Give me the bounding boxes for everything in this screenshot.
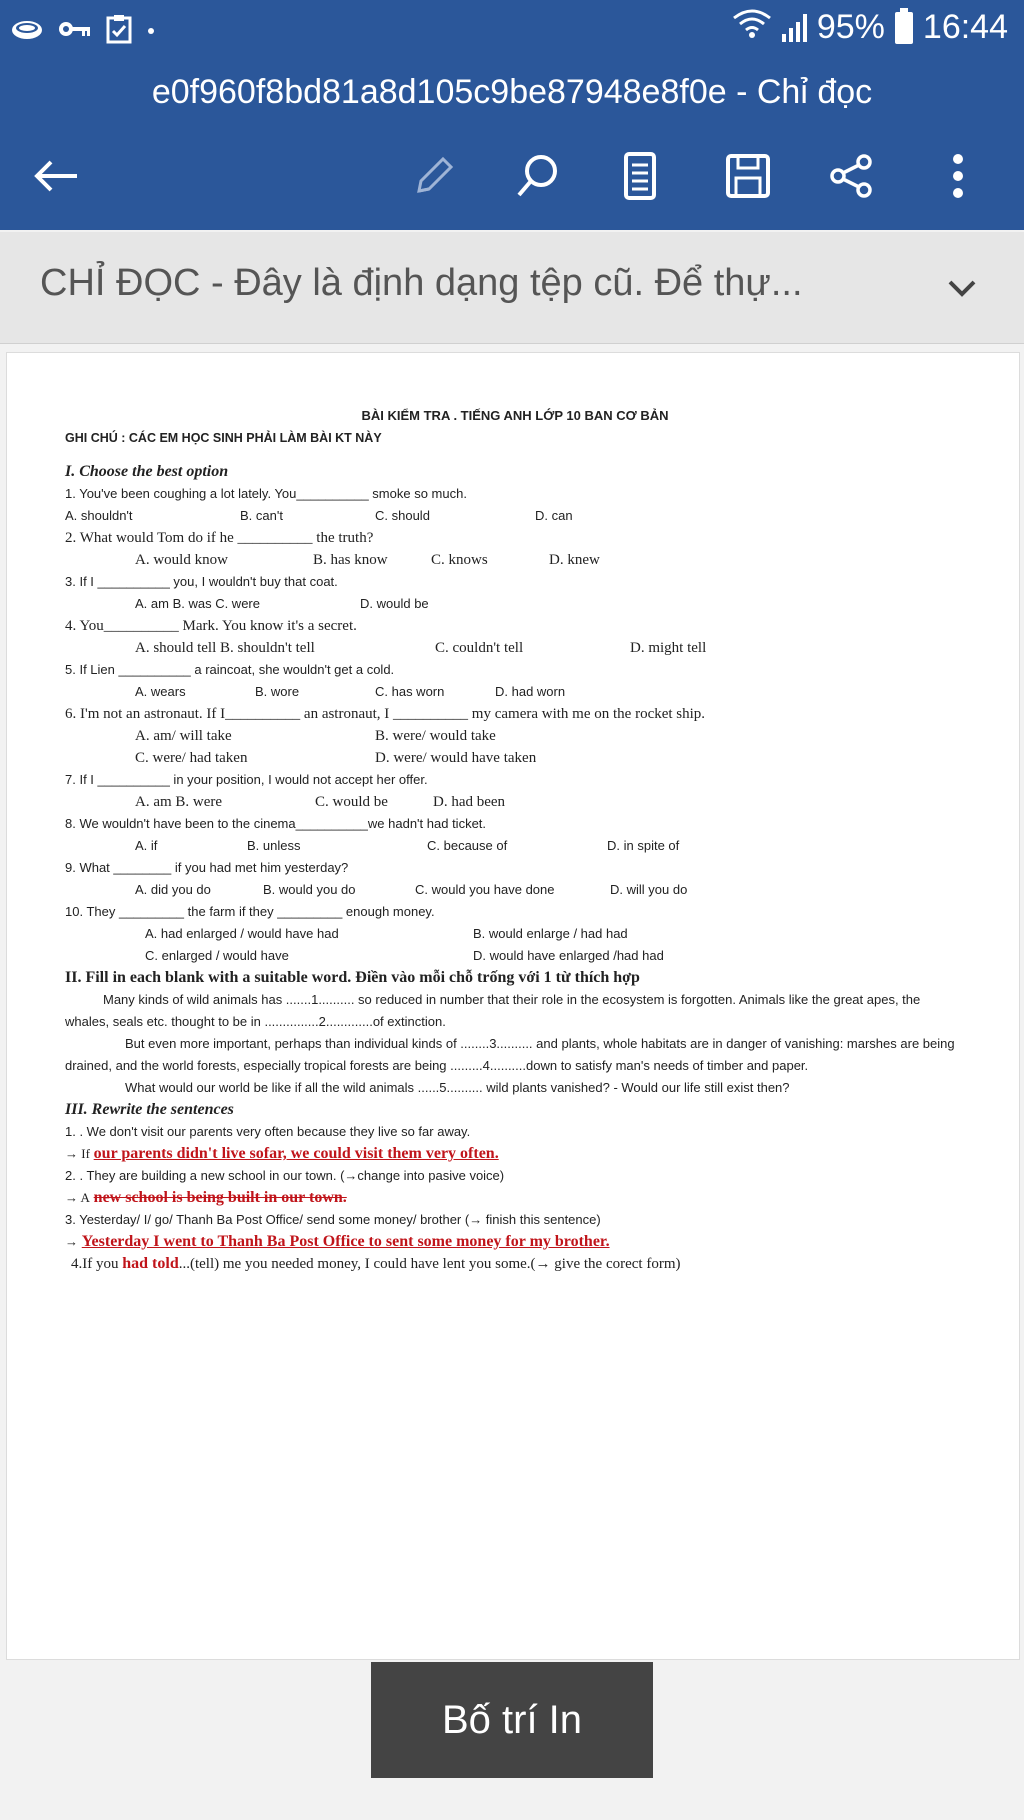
question-2: 2. What would Tom do if he __________ the truth? xyxy=(65,530,374,546)
battery-percent: 95% xyxy=(816,8,885,46)
back-button[interactable] xyxy=(20,140,92,212)
option: B. has know xyxy=(313,552,388,568)
toolbar xyxy=(0,122,1024,230)
rewrite-1: 1. . We don't visit our parents very often because they live so far away. xyxy=(65,1124,471,1139)
option: B. would you do xyxy=(263,882,356,897)
handwritten-answer: Yesterday I went to Thanh Ba Post Office to sent some money for my brother. xyxy=(81,1233,610,1250)
clock: 16:44 xyxy=(922,8,1008,46)
question-9-options xyxy=(65,879,965,901)
question-6-options-ab xyxy=(65,725,965,747)
document-title: e0f960f8bd81a8d105c9be87948e8f0e - Chỉ đọc xyxy=(0,62,1024,122)
question-3-options xyxy=(65,593,965,615)
option: C. couldn't tell xyxy=(435,640,524,656)
option: A. should tell B. shouldn't tell xyxy=(135,640,315,656)
back-arrow-icon xyxy=(31,156,81,196)
option: D. were/ would have taken xyxy=(375,750,537,766)
question-1-options xyxy=(65,505,965,527)
option: C. were/ had taken xyxy=(135,750,248,766)
rewrite-2: 2. . They are building a new school in our town. (→change into pasive voice) xyxy=(65,1168,505,1183)
option: B. wore xyxy=(255,684,300,699)
question-1: 1. You've been coughing a lot lately. You__________ smoke so much. xyxy=(65,486,467,501)
option: C. should xyxy=(375,508,430,523)
key-icon xyxy=(58,18,92,45)
option: B. unless xyxy=(247,838,301,853)
passage-paragraph-1: Many kinds of wild animals has .......1.......... so reduced in number that their role in the ecosystem is forgotten. Animals like the great apes, the whales, seals etc. thought to be in ...............2.............of extinction. xyxy=(65,992,921,1029)
option: C. would you have done xyxy=(415,882,555,897)
question-6: 6. I'm not an astronaut. If I__________ an astronaut, I __________ my camera with me on the rocket ship. xyxy=(65,706,706,722)
question-8: 8. We wouldn't have been to the cinema__________we hadn't had ticket. xyxy=(65,816,487,831)
option: D. had worn xyxy=(495,684,566,699)
option: C. would be xyxy=(315,794,388,810)
option: A. had enlarged / would have had xyxy=(145,926,339,941)
rewrite-1-answer: → If our parents didn't live sofar, we could visit them very often. xyxy=(65,1145,499,1162)
passage-paragraph-2: But even more important, perhaps than individual kinds of ........3.......... and plants, whole habitats are in danger of vanishing: marshes are being drained, and the world forests, especially tropical forests are being .........4..........down to satisfy man's needs of timber and paper. xyxy=(65,1036,955,1073)
option: C. has worn xyxy=(375,684,445,699)
handwritten-answer: our parents didn't live sofar, we could visit them very often. xyxy=(93,1145,499,1162)
rewrite-3-answer: → Yesterday I went to Thanh Ba Post Office to sent some money for my brother. xyxy=(65,1233,610,1250)
battery-icon xyxy=(895,12,913,44)
handwritten-answer: new school is being built in our town. xyxy=(93,1189,347,1206)
option: B. were/ would take xyxy=(375,728,496,744)
question-10-options-cd xyxy=(65,945,965,967)
option: A. if xyxy=(135,838,158,853)
option: A. did you do xyxy=(135,882,211,897)
wifi-icon xyxy=(732,8,772,47)
option: D. knew xyxy=(549,552,600,568)
option: A. wears xyxy=(135,684,186,699)
question-8-options xyxy=(65,835,965,857)
option: D. would be xyxy=(360,596,429,611)
question-4-options xyxy=(65,637,965,659)
share-button[interactable] xyxy=(816,140,888,212)
section-2-title: II. Fill in each blank with a suitable word. Điền vào mỗi chỗ trống với 1 từ thích hợp xyxy=(65,969,640,986)
option: A. would know xyxy=(135,552,228,568)
document-content xyxy=(65,405,965,1275)
more-vertical-icon xyxy=(950,153,966,199)
rewrite-2-answer: → A new school is being built in our town. xyxy=(65,1189,347,1206)
option: A. shouldn't xyxy=(65,508,133,523)
question-7-options xyxy=(65,791,965,813)
doc-note: GHI CHÚ : CÁC EM HỌC SINH PHẢI LÀM BÀI KT NÀY xyxy=(65,431,382,445)
signal-icon xyxy=(782,14,807,42)
save-icon xyxy=(724,152,772,200)
question-9: 9. What ________ if you had met him yesterday? xyxy=(65,860,349,875)
reading-view-button[interactable] xyxy=(604,140,676,212)
passage-paragraph-3: What would our world be like if all the wild animals ......5.......... wild plants vanished? - Would our life still exist then? xyxy=(125,1080,790,1095)
edit-button[interactable] xyxy=(398,140,470,212)
section-1-title: I. Choose the best option xyxy=(65,463,229,480)
pencil-icon xyxy=(411,153,457,199)
save-button[interactable] xyxy=(712,140,784,212)
handwritten-answer: had told xyxy=(122,1255,179,1272)
question-5-options xyxy=(65,681,965,703)
option: C. knows xyxy=(431,552,488,568)
question-4: 4. You__________ Mark. You know it's a secret. xyxy=(65,618,357,634)
option: B. can't xyxy=(240,508,283,523)
option: C. enlarged / would have xyxy=(145,948,289,963)
question-5: 5. If Lien __________ a raincoat, she wouldn't get a cold. xyxy=(65,662,395,677)
option: C. because of xyxy=(427,838,508,853)
share-icon xyxy=(828,152,876,200)
question-10: 10. They _________ the farm if they _________ enough money. xyxy=(65,904,435,919)
print-layout-button[interactable]: Bố trí In xyxy=(371,1662,653,1778)
option: A. am B. was C. were xyxy=(135,596,260,611)
banner-text: CHỈ ĐỌC - Đây là định dạng tệp cũ. Để thự... xyxy=(40,262,803,304)
question-6-options-cd xyxy=(65,747,965,769)
rewrite-3: 3. Yesterday/ I/ go/ Thanh Ba Post Office/ send some money/ brother (→ finish this sentence) xyxy=(65,1212,601,1227)
question-3: 3. If I __________ you, I wouldn't buy that coat. xyxy=(65,574,338,589)
search-button[interactable] xyxy=(502,140,574,212)
document-view-icon xyxy=(620,151,660,201)
cloud-icon xyxy=(10,16,44,47)
status-bar xyxy=(0,0,1024,62)
question-10-options-ab xyxy=(65,923,965,945)
clipboard-check-icon xyxy=(106,14,132,49)
question-7: 7. If I __________ in your position, I would not accept her offer. xyxy=(65,772,428,787)
option: D. in spite of xyxy=(607,838,680,853)
question-2-options xyxy=(65,549,965,571)
dot-icon xyxy=(146,23,156,41)
option: A. am B. were xyxy=(135,794,223,810)
option: D. will you do xyxy=(610,882,688,897)
document-page[interactable] xyxy=(6,352,1020,1660)
option: D. can xyxy=(535,508,573,523)
more-options-button[interactable] xyxy=(922,140,994,212)
option: D. might tell xyxy=(630,640,707,656)
option: D. had been xyxy=(433,794,506,810)
option: B. would enlarge / had had xyxy=(473,926,628,941)
option: A. am/ will take xyxy=(135,728,232,744)
doc-heading: BÀI KIỂM TRA . TIẾNG ANH LỚP 10 BAN CƠ BẢN xyxy=(361,408,669,423)
option: D. would have enlarged /had had xyxy=(473,948,664,963)
read-only-banner[interactable] xyxy=(0,232,1024,344)
rewrite-4: 4.If you had told...(tell) me you needed money, I could have lent you some.(→ give the corect form) xyxy=(71,1255,681,1272)
section-3-title: III. Rewrite the sentences xyxy=(65,1101,234,1118)
chevron-down-icon[interactable] xyxy=(942,268,982,308)
search-icon xyxy=(513,151,563,201)
